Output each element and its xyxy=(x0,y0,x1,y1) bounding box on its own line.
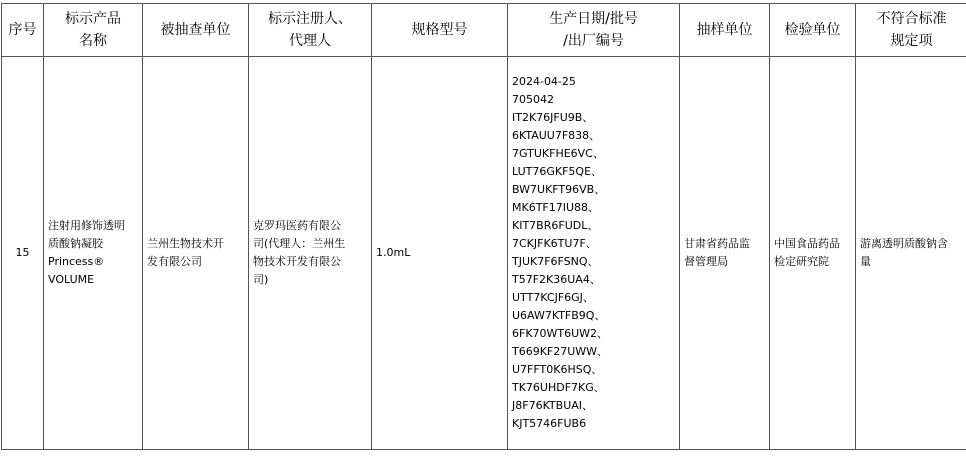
header-registrant xyxy=(249,4,372,57)
production-line: KIT7BR6FUDL、 xyxy=(512,217,675,235)
header-inspected-unit: 被抽查单位 xyxy=(143,4,249,57)
header-nonconforming-line: 不符合标准 xyxy=(860,8,963,30)
sampling-unit-line: 甘肃省药品监 xyxy=(684,235,765,253)
header-product-name xyxy=(44,4,143,57)
header-seq: 序号 xyxy=(2,4,44,57)
production-line: 7GTUKFHE6VC、 xyxy=(512,145,675,163)
nonconforming-line: 量 xyxy=(860,253,963,271)
production-line: UTT7KCJF6GJ、 xyxy=(512,289,675,307)
header-testing-unit: 检验单位 xyxy=(770,4,856,57)
production-line: U7FFT0K6HSQ、 xyxy=(512,361,675,379)
production-line: 7CKJFK6TU7F、 xyxy=(512,235,675,253)
header-sampling-unit: 抽样单位 xyxy=(680,4,770,57)
production-line: BW7UKFT96VB、 xyxy=(512,181,675,199)
header-production-line: /出厂编号 xyxy=(512,30,675,52)
cell-sampling-unit xyxy=(680,57,770,450)
production-line: 6KTAUU7F838、 xyxy=(512,127,675,145)
testing-unit-line: 检定研究院 xyxy=(774,253,851,271)
production-line: J8F76KTBUAI、 xyxy=(512,397,675,415)
header-product-name-line: 标示产品 xyxy=(48,8,138,30)
inspected-unit-line: 发有限公司 xyxy=(147,253,244,271)
sampling-unit-line: 督管理局 xyxy=(684,253,765,271)
production-line: U6AW7KTFB9Q、 xyxy=(512,307,675,325)
production-line: T669KF27UWW、 xyxy=(512,343,675,361)
production-line: 705042 xyxy=(512,91,675,109)
production-line: T57F2K36UA4、 xyxy=(512,271,675,289)
cell-registrant xyxy=(249,57,372,450)
inspection-table xyxy=(1,3,966,450)
inspected-unit-line: 兰州生物技术开 xyxy=(147,235,244,253)
header-registrant-line: 标示注册人、 xyxy=(253,8,367,30)
header-row xyxy=(2,4,966,57)
testing-unit-line: 中国食品药品 xyxy=(774,235,851,253)
registrant-line: 司) xyxy=(253,271,367,289)
header-spec: 规格型号 xyxy=(372,4,508,57)
nonconforming-line: 游离透明质酸钠含 xyxy=(860,235,963,253)
header-production-line: 生产日期/批号 xyxy=(512,8,675,30)
header-nonconforming-line: 规定项 xyxy=(860,30,963,52)
cell-inspected-unit xyxy=(143,57,249,450)
product-name-line: Princess® xyxy=(48,253,138,271)
production-line: IT2K76JFU9B、 xyxy=(512,109,675,127)
product-name-line: 质酸钠凝胶 xyxy=(48,235,138,253)
registrant-line: 司(代理人：兰州生 xyxy=(253,235,367,253)
production-line: TK76UHDF7KG、 xyxy=(512,379,675,397)
production-line: MK6TF17IU88、 xyxy=(512,199,675,217)
cell-testing-unit xyxy=(770,57,856,450)
production-line: 2024-04-25 xyxy=(512,73,675,91)
cell-nonconforming xyxy=(856,57,966,450)
cell-seq: 15 xyxy=(2,57,44,450)
table-row xyxy=(2,57,966,450)
header-production xyxy=(508,4,680,57)
header-product-name-line: 名称 xyxy=(48,30,138,52)
production-line: KJT5746FUB6 xyxy=(512,415,675,433)
product-name-line: VOLUME xyxy=(48,271,138,289)
production-line: TJUK7F6FSNQ、 xyxy=(512,253,675,271)
header-registrant-line: 代理人 xyxy=(253,30,367,52)
production-line: LUT76GKF5QE、 xyxy=(512,163,675,181)
production-line: 6FK70WT6UW2、 xyxy=(512,325,675,343)
header-nonconforming xyxy=(856,4,966,57)
registrant-line: 克罗玛医药有限公 xyxy=(253,217,367,235)
registrant-line: 物技术开发有限公 xyxy=(253,253,367,271)
cell-product-name xyxy=(44,57,143,450)
product-name-line: 注射用修饰透明 xyxy=(48,217,138,235)
cell-spec: 1.0mL xyxy=(372,57,508,450)
cell-production xyxy=(508,57,680,450)
